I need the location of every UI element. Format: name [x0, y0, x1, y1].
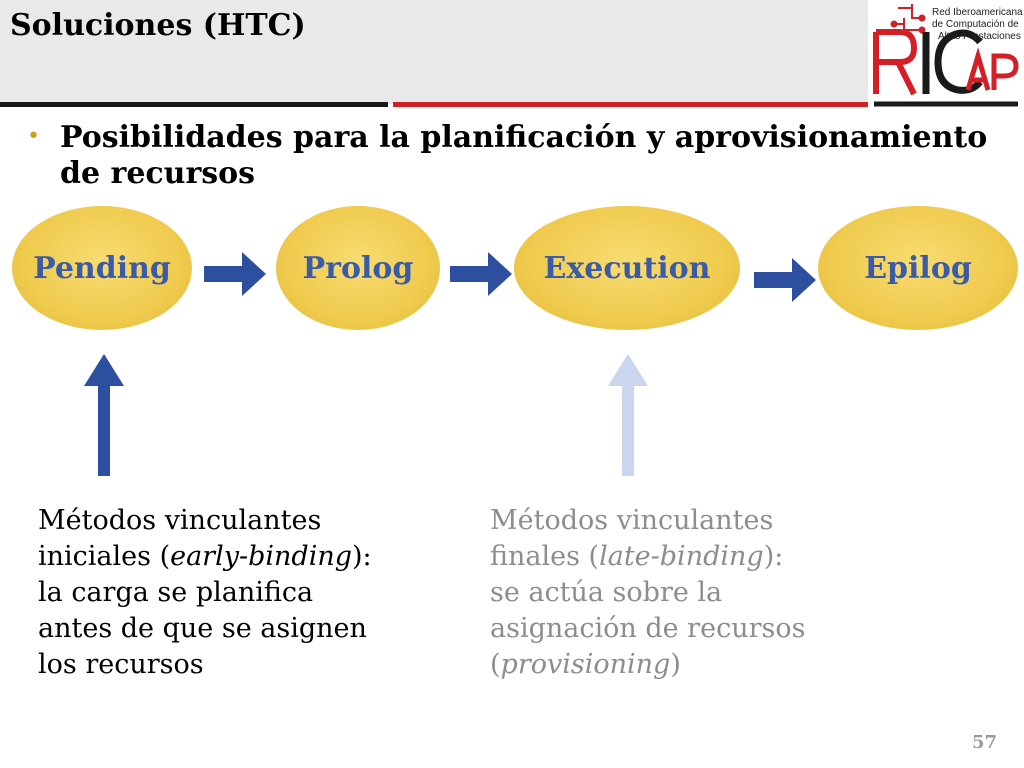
logo-org-line-1: Red Iberoamericana [932, 7, 1023, 18]
early-line-3: la carga se planifica [38, 577, 314, 608]
late-line-5: (provisioning) [490, 649, 681, 680]
early-line-2: iniciales (early-binding): [38, 541, 372, 572]
early-line-1: Métodos vinculantes [38, 505, 322, 536]
bullet-marker: • [27, 124, 40, 149]
page-number: 57 [972, 732, 998, 753]
late-line-2: finales (late-binding): [490, 541, 784, 572]
stage-label: Pending [33, 250, 171, 286]
arrow-right-icon [450, 252, 512, 296]
arrow-right-icon [754, 258, 816, 302]
early-binding-text [38, 503, 428, 683]
late-line-4: asignación de recursos [490, 613, 806, 644]
stage-label: Prolog [302, 250, 414, 286]
late-line-1: Métodos vinculantes [490, 505, 774, 536]
stage-label: Execution [543, 250, 711, 286]
early-line-5: los recursos [38, 649, 204, 680]
late-binding-text [490, 503, 850, 683]
arrow-up-dark-icon [84, 354, 124, 476]
logo-org-line-2: de Computación de [932, 19, 1019, 30]
bullet-text: Posibilidades para la planificación y aprovisionamiento de recursos [60, 120, 988, 191]
arrow-up-light-icon [608, 354, 648, 476]
early-line-4: antes de que se asignen [38, 613, 367, 644]
logo-org-line-3: Altas Prestaciones [938, 31, 1021, 42]
late-line-3: se actúa sobre la [490, 577, 723, 608]
stage-label: Epilog [864, 250, 972, 286]
slide-title: Soluciones (HTC) [10, 8, 306, 43]
arrow-right-icon [204, 252, 266, 296]
